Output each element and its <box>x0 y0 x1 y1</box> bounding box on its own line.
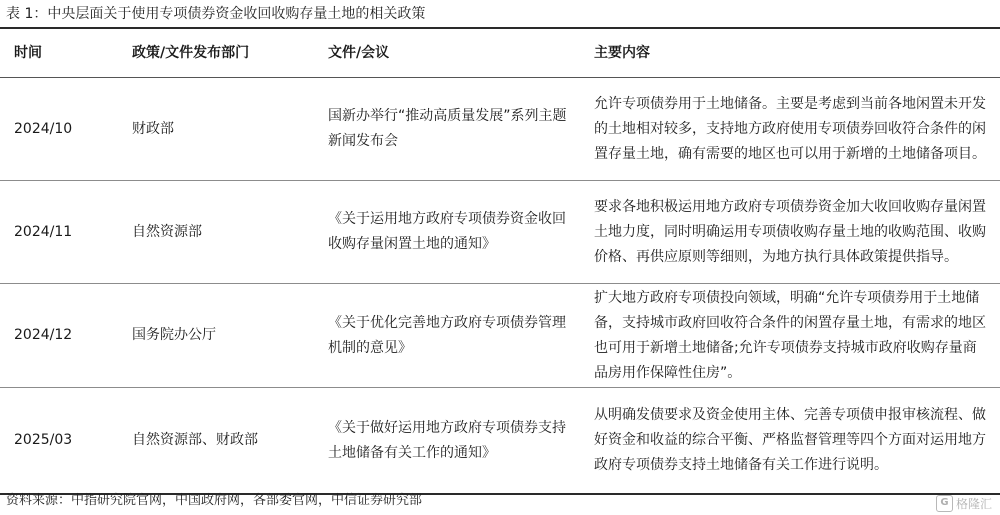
row-content: 扩大地方政府专项债投向领域，明确“允许专项债券用于土地储备，支持城市政府回收符合条件的闲置存量土地，有需求的地区也可用于新增土地储备;允许专项债券支持城市政府收购存量商品房用作保障性住房”。 <box>588 284 1000 388</box>
row-dept: 财政部 <box>118 78 318 181</box>
table-row <box>0 388 1000 495</box>
row-content: 允许专项债券用于土地储备。主要是考虑到当前各地闲置未开发的土地相对较多，支持地方政府使用专项债券回收符合条件的闲置存量土地，确有需要的地区也可以用于新增的土地储备项目。 <box>588 78 1000 181</box>
row-dept: 自然资源部、财政部 <box>118 388 318 495</box>
table-row <box>0 78 1000 181</box>
row-doc: 《关于优化完善地方政府专项债券管理机制的意见》 <box>318 284 588 388</box>
row-time: 2024/11 <box>0 181 118 284</box>
header-row <box>0 29 1000 78</box>
row-content: 从明确发债要求及资金使用主体、完善专项债申报审核流程、做好资金和收益的综合平衡、严格监督管理等四个方面对运用地方政府专项债券支持土地储备有关工作进行说明。 <box>588 388 1000 495</box>
row-content: 要求各地积极运用地方政府专项债券资金加大收回收购存量闲置土地力度，同时明确运用专项债收购存量土地的收购范围、收购价格、再供应原则等细则，为地方执行具体政策提供指导。 <box>588 181 1000 284</box>
watermark <box>936 495 992 512</box>
row-time: 2025/03 <box>0 388 118 495</box>
table-caption: 表 1：中央层面关于使用专项债券资金收回收购存量土地的相关政策 <box>6 6 426 22</box>
watermark-text: 格隆汇 <box>955 497 992 511</box>
row-doc: 《关于运用地方政府专项债券资金收回收购存量闲置土地的通知》 <box>318 181 588 284</box>
source-note: 资料来源：中指研究院官网，中国政府网，各部委官网，中信证券研究部 <box>6 493 423 508</box>
row-doc: 《关于做好运用地方政府专项债券支持土地储备有关工作的通知》 <box>318 388 588 495</box>
header-doc: 文件/会议 <box>318 29 588 78</box>
table-row <box>0 284 1000 388</box>
header-dept: 政策/文件发布部门 <box>118 29 318 78</box>
header-content: 主要内容 <box>588 29 1000 78</box>
row-doc: 国新办举行“推动高质量发展”系列主题新闻发布会 <box>318 78 588 181</box>
table-row <box>0 181 1000 284</box>
row-dept: 国务院办公厅 <box>118 284 318 388</box>
row-time: 2024/12 <box>0 284 118 388</box>
header-time: 时间 <box>0 29 118 78</box>
row-time: 2024/10 <box>0 78 118 181</box>
row-dept: 自然资源部 <box>118 181 318 284</box>
policy-table <box>0 29 1000 495</box>
watermark-logo-icon: G <box>936 495 953 512</box>
